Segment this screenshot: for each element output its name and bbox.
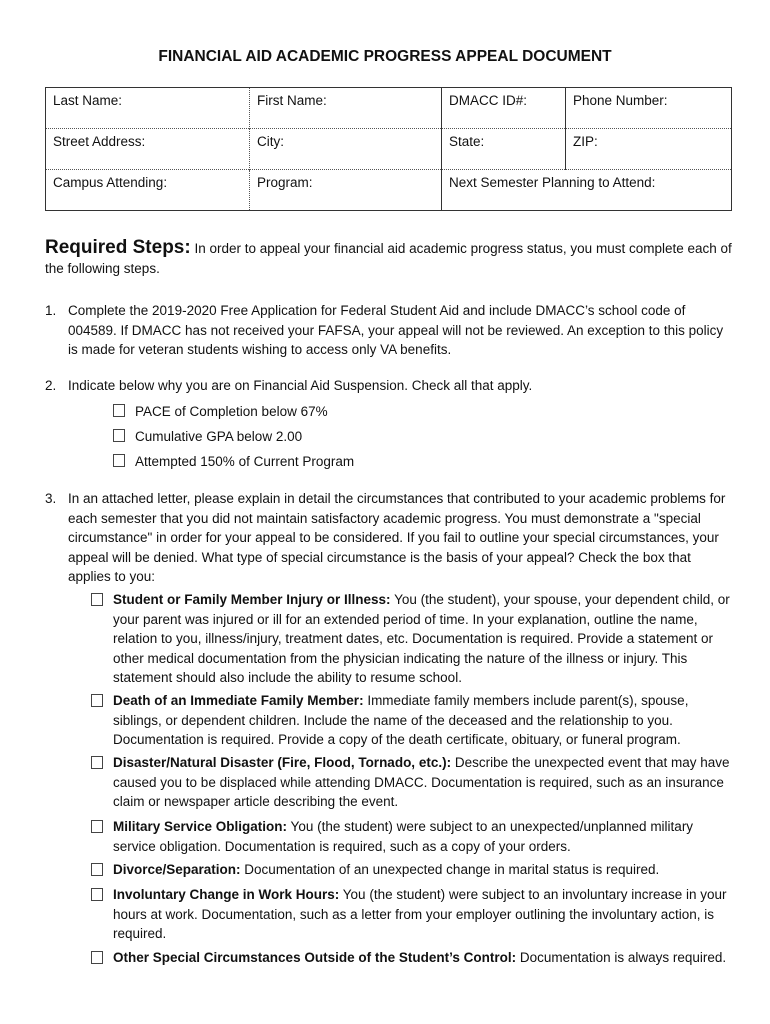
circumstance-text: You (the student) were subject to an involuntary increase in your hours at work. Documentation, such as a letter from your employer outlining the involuntary action, is required. [113, 887, 727, 941]
checkbox[interactable] [91, 863, 103, 876]
step-text: Indicate below why you are on Financial Aid Suspension. Check all that apply. [68, 378, 533, 393]
city-field[interactable]: City: [250, 129, 442, 170]
checkbox[interactable] [91, 820, 103, 833]
option-attempted[interactable] [113, 452, 354, 472]
step-3 [45, 489, 735, 587]
circumstance-other[interactable] [91, 948, 731, 968]
checkbox[interactable] [113, 454, 125, 467]
checkbox[interactable] [91, 593, 103, 606]
circumstance-label: Death of an Immediate Family Member: [113, 693, 364, 708]
last-name-field[interactable]: Last Name: [53, 93, 123, 108]
next-semester-field[interactable]: Next Semester Planning to Attend: [442, 170, 732, 211]
step-number: 3. [45, 491, 57, 506]
circumstance-label: Student or Family Member Injury or Illness: [113, 592, 391, 607]
circumstance-label: Disaster/Natural Disaster (Fire, Flood, Tornado, etc.): [113, 755, 452, 770]
zip-field[interactable]: ZIP: [566, 129, 732, 170]
checkbox[interactable] [91, 951, 103, 964]
checkbox[interactable] [113, 429, 125, 442]
circumstance-military[interactable] [91, 817, 731, 856]
required-steps-text: In order to appeal your financial aid academic progress status, you must complete each of the following steps. [45, 241, 732, 276]
program-field[interactable]: Program: [250, 170, 442, 211]
phone-number-field[interactable]: Phone Number: [566, 88, 732, 129]
option-gpa[interactable] [113, 427, 302, 447]
step-1 [45, 301, 735, 360]
circumstance-text: Describe the unexpected event that may have caused you to be displaced while attending DMACC. Documentation is required, such as an insurance claim or newspaper article describing the event. [113, 755, 730, 809]
step-2 [45, 376, 735, 396]
state-field[interactable]: State: [442, 129, 566, 170]
circumstance-label: Divorce/Separation: [113, 862, 241, 877]
circumstance-text: Documentation of an unexpected change in marital status is required. [240, 862, 660, 877]
circumstance-label: Involuntary Change in Work Hours: [113, 887, 340, 902]
street-address-field[interactable]: Street Address: [46, 129, 250, 170]
checkbox[interactable] [91, 694, 103, 707]
campus-attending-field[interactable]: Campus Attending: [46, 170, 250, 211]
circumstance-death[interactable] [91, 691, 731, 750]
required-steps-heading: Required Steps: [45, 237, 191, 258]
option-label: Cumulative GPA below 2.00 [135, 429, 303, 444]
option-label: PACE of Completion below 67% [135, 404, 328, 419]
step-text: In an attached letter, please explain in detail the circumstances that contributed to your academic problems for each semester that you did not maintain satisfactory academic progress. You must demonstrate a "special circumstance" in order for your appeal to be considered. If you fail to outline your special circumstances, your appeal will be denied. What type of special circumstance is the basis of your appeal? Check the box that applies to you: [68, 491, 726, 584]
circumstance-disaster[interactable] [91, 753, 731, 812]
circumstance-text: Documentation is always required. [516, 950, 727, 965]
checkbox[interactable] [113, 404, 125, 417]
circumstance-text: You (the student), your spouse, your dependent child, or your parent was injured or ill for an extended period of time. In your explanation, outline the name, relation to you, illness/injury, treatment dates, etc. Documentation is required. Provide a statement or other medical documentation from the physician indicating the nature of the illness or injury. This statement should also include the ability to resume school. [113, 592, 730, 685]
circumstance-work-hours[interactable] [91, 885, 731, 944]
checkbox[interactable] [91, 888, 103, 901]
step-text: Complete the 2019-2020 Free Application for Federal Student Aid and include DMACC’s school code of 004589. If DMACC has not received your FAFSA, your appeal will not be reviewed. An exception to this policy is made for veteran students wishing to access only VA benefits. [68, 303, 724, 357]
step-number: 1. [45, 303, 57, 318]
circumstance-injury-illness[interactable] [91, 590, 731, 688]
student-info-table [45, 87, 732, 211]
circumstance-divorce[interactable] [91, 860, 731, 880]
circumstance-text: Immediate family members include parent(s), spouse, siblings, or dependent children. Include the name of the deceased and the relationship to you. Documentation is required. Provide a copy of the death certificate, obituary, or funeral program. [113, 693, 689, 747]
circumstance-label: Military Service Obligation: [113, 819, 288, 834]
dmacc-id-field[interactable]: DMACC ID#: [442, 88, 566, 129]
required-steps-intro [45, 238, 735, 279]
step-number: 2. [45, 378, 57, 393]
first-name-field[interactable]: First Name: [250, 88, 442, 129]
checkbox[interactable] [91, 756, 103, 769]
option-label: Attempted 150% of Current Program [135, 454, 355, 469]
option-pace[interactable] [113, 402, 328, 422]
circumstance-label: Other Special Circumstances Outside of the Student’s Control: [113, 950, 517, 965]
circumstance-text: You (the student) were subject to an unexpected/unplanned military service obligation. Documentation is required, such as a copy of your orders. [113, 819, 694, 854]
document-title: FINANCIAL AID ACADEMIC PROGRESS APPEAL DOCUMENT [158, 48, 612, 65]
